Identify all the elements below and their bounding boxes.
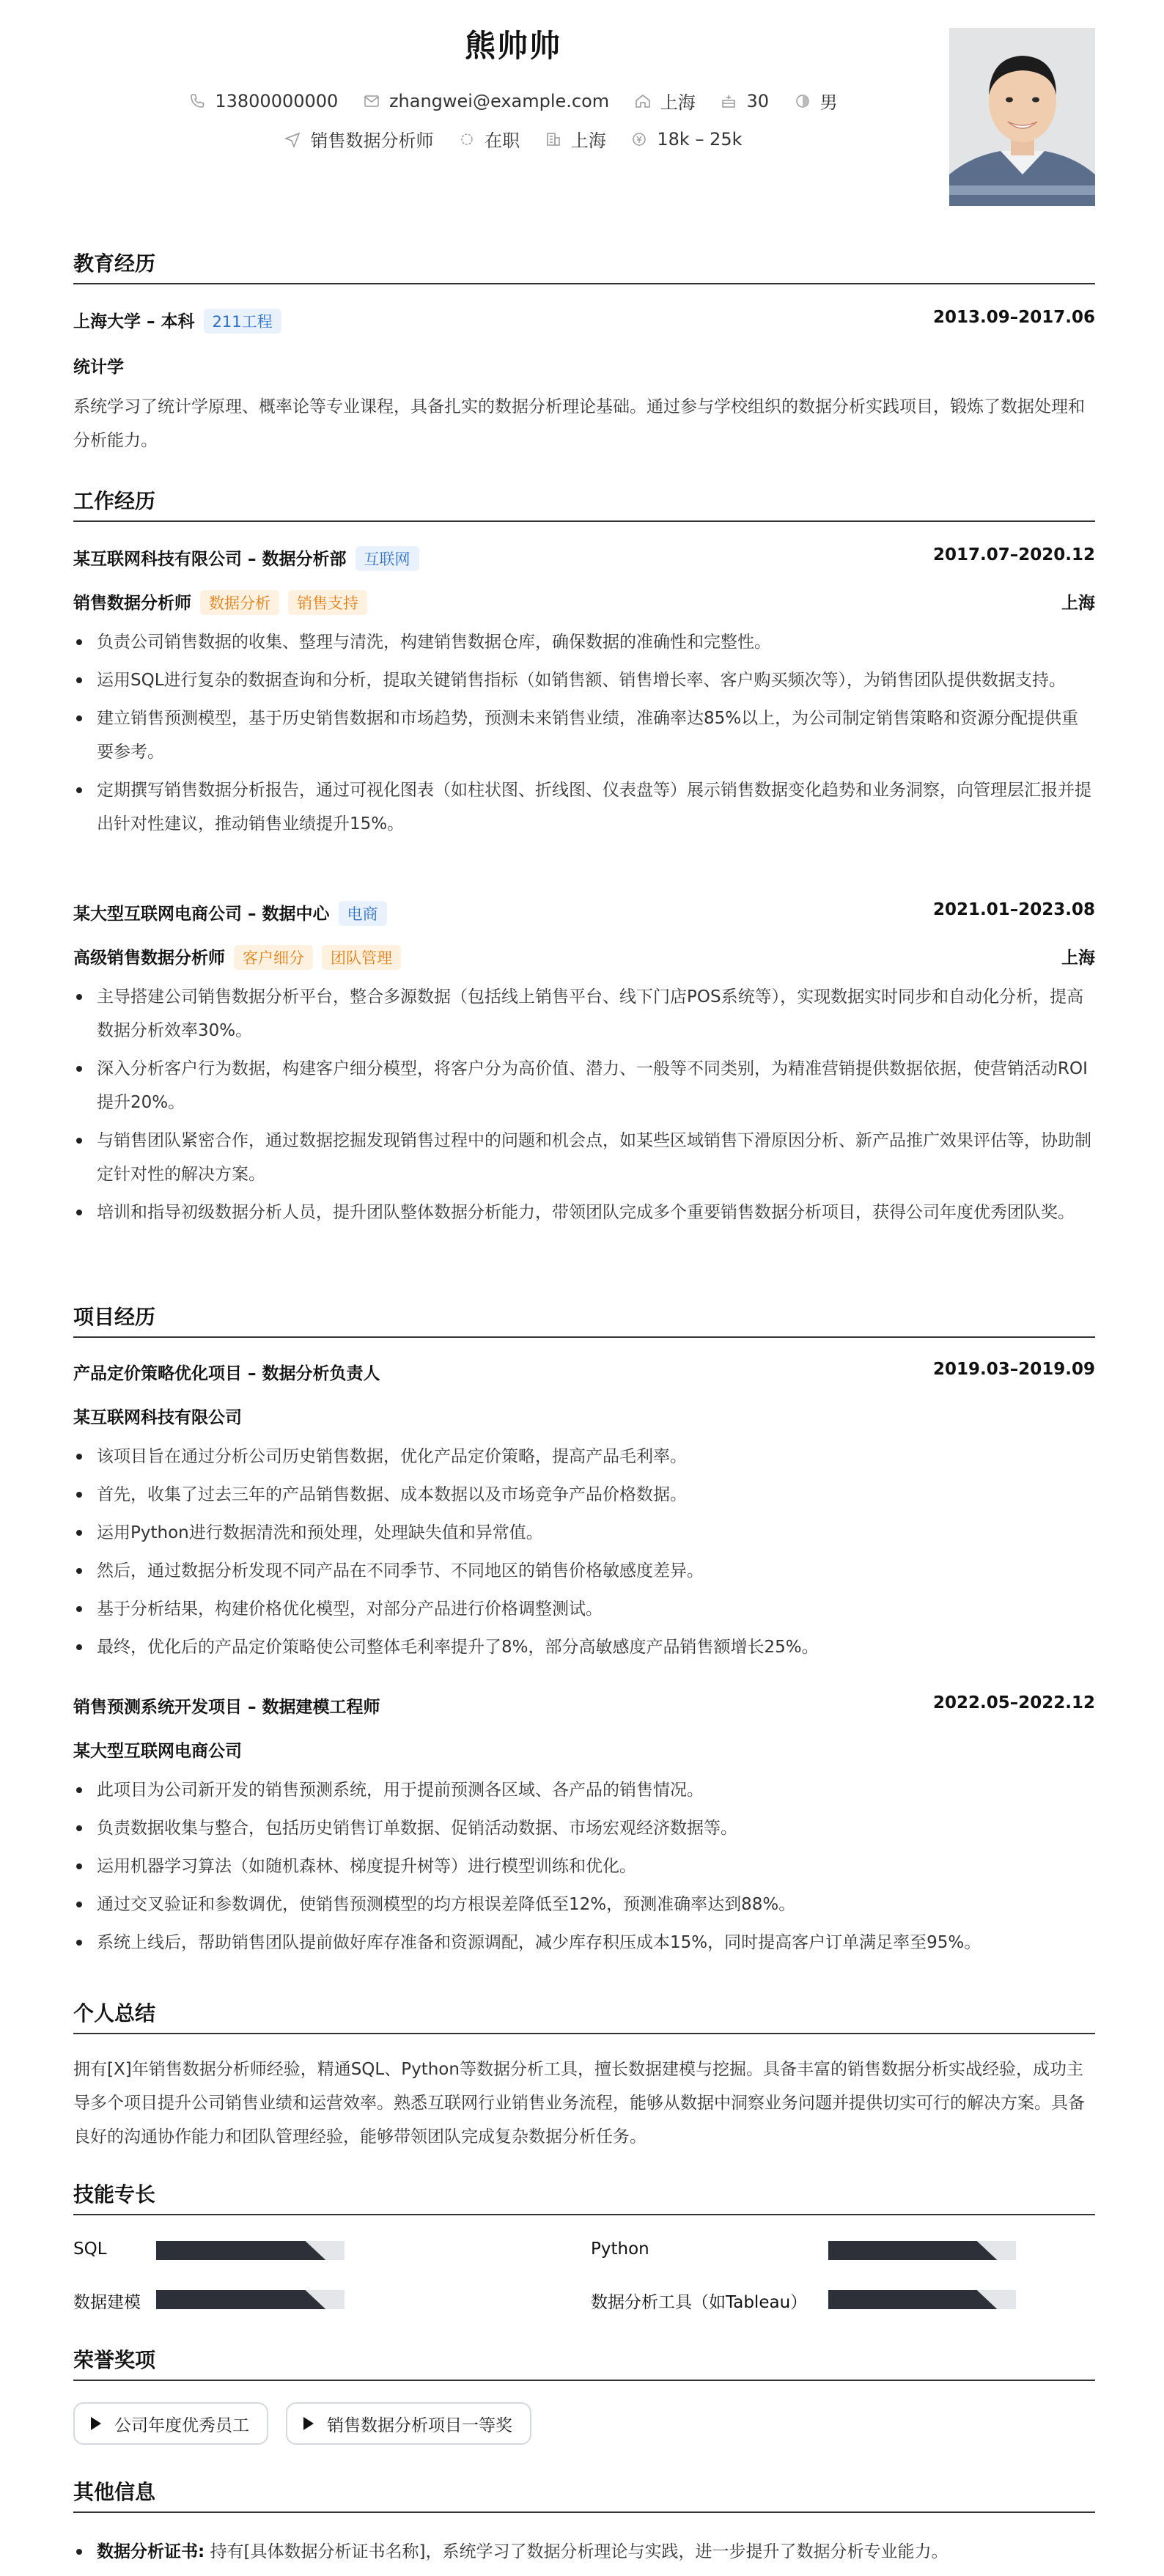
list-item: 系统上线后，帮助销售团队提前做好库存准备和资源调配，减少库存积压成本15%，同时提高客户订单满足率至95%。 [73, 1926, 1095, 1959]
job-intent-row [73, 126, 953, 152]
send-icon [284, 130, 301, 148]
job-2-industry-tag: 电商 [339, 901, 387, 926]
list-item: 运用机器学习算法（如随机森林、梯度提升树等）进行模型训练和优化。 [73, 1850, 1095, 1883]
job-2-tag: 团队管理 [322, 945, 401, 970]
job-1-location: 上海 [1061, 594, 1095, 613]
work-section-title: 工作经历 [73, 485, 1095, 522]
list-item: 运用SQL进行复杂的数据查询和分析，提取关键销售指标（如销售额、销售增长率、客户购买频次等），为销售团队提供数据支持。 [73, 663, 1095, 697]
job-2-header-row [73, 900, 1095, 926]
list-item: 与销售团队紧密合作，通过数据挖掘发现销售过程中的问题和机会点，如某些区域销售下滑原因分析、新产品推广效果评估等，协助制定针对性的解决方案。 [73, 1124, 1095, 1191]
job-1-industry-tag: 互联网 [356, 546, 419, 571]
skill-bar [156, 2241, 345, 2260]
skill-bar-fill [156, 2290, 325, 2309]
skill-bar-fill [156, 2241, 325, 2260]
list-item: 此项目为公司新开发的销售预测系统，用于提前预测各区域、各产品的销售情况。 [73, 1773, 1095, 1807]
status-text: 在职 [485, 130, 520, 151]
cert-text: 持有[具体数据分析证书名称]，系统学习了数据分析理论与实践，进一步提升了数据分析专业能力。 [210, 2542, 948, 2561]
play-icon [303, 2417, 314, 2430]
list-item: 首先，收集了过去三年的产品销售数据、成本数据以及市场竞争产品价格数据。 [73, 1478, 1095, 1512]
list-item: 该项目旨在通过分析公司历史销售数据，优化产品定价策略，提高产品毛利率。 [73, 1440, 1095, 1473]
skill-bar [828, 2241, 1016, 2260]
list-item: 负责公司销售数据的收集、整理与清洗，构建销售数据仓库，确保数据的准确性和完整性。 [73, 625, 1095, 659]
phone-text: 13800000000 [215, 90, 339, 111]
phone-icon [188, 92, 206, 110]
education-header-row [73, 308, 1095, 334]
project-2-bullets [73, 1773, 1095, 1964]
skill-item [591, 2289, 1016, 2311]
job-1-tag: 数据分析 [200, 590, 279, 615]
position-text: 销售数据分析师 [310, 130, 434, 151]
other-section-title: 其他信息 [73, 2476, 1095, 2513]
job-1-role: 销售数据分析师 [73, 594, 191, 613]
list-item: 深入分析客户行为数据，构建客户细分模型，将客户分为高价值、潜力、一般等不同类别，为精准营销提供数据依据，使营销活动ROI提升20%。 [73, 1052, 1095, 1119]
email-text: zhangwei@example.com [388, 90, 610, 111]
list-item: 基于分析结果，构建价格优化模型，对部分产品进行价格调整测试。 [73, 1592, 1095, 1626]
city-text: 上海 [660, 92, 696, 113]
job-1-company: 某互联网科技有限公司 – 数据分析部 [73, 550, 347, 569]
building-icon [545, 130, 562, 148]
list-item: 定期撰写销售数据分析报告，通过可视化图表（如柱状图、折线图、仪表盘等）展示销售数据变化趋势和业务洞察，向管理层汇报并提出针对性建议，推动销售业绩提升15%。 [73, 773, 1095, 841]
list-item: 主导搭建公司销售数据分析平台，整合多源数据（包括线上销售平台、线下门店POS系统等），实现数据实时同步和自动化分析，提高数据分析效率30%。 [73, 980, 1095, 1048]
home-icon [634, 92, 652, 110]
list-item: 然后，通过数据分析发现不同产品在不同季节、不同地区的销售价格敏感度差异。 [73, 1554, 1095, 1588]
job-2-company: 某大型互联网电商公司 – 数据中心 [73, 905, 330, 924]
list-item: 通过交叉验证和参数调优，使销售预测模型的均方根误差降低至12%，预测准确率达到88%。 [73, 1888, 1095, 1921]
list-item: 建立销售预测模型，基于历史销售数据和市场趋势，预测未来销售业绩，准确率达85%以上，为公司制定销售策略和资源分配提供重要参考。 [73, 702, 1095, 769]
salary-icon [630, 130, 648, 148]
skill-name: Python [591, 2240, 649, 2259]
job-2-bullets [73, 980, 1095, 1234]
skill-bar [828, 2290, 1016, 2309]
education-date: 2013.09–2017.06 [932, 308, 1095, 327]
cert-label: 数据分析证书: [97, 2542, 205, 2561]
skill-bar-fill [828, 2290, 997, 2309]
project-1-name: 产品定价策略优化项目 – 数据分析负责人 [73, 1364, 380, 1383]
job-1-header-row [73, 545, 1095, 571]
list-item: 最终，优化后的产品定价策略使公司整体毛利率提升了8%，部分高敏感度产品销售额增长25%。 [73, 1630, 1095, 1664]
project-1-header-row [73, 1360, 1095, 1384]
job-2-tag: 客户细分 [234, 945, 313, 970]
project-1-bullets [73, 1440, 1095, 1668]
skill-item [591, 2240, 1016, 2262]
status-icon [458, 130, 476, 148]
other-bullets [73, 2535, 1095, 2573]
job-2-location: 上海 [1061, 949, 1095, 968]
skill-name: 数据分析工具（如Tableau） [591, 2293, 808, 2312]
profile-photo [949, 28, 1095, 206]
salary-text: 18k – 25k [657, 128, 743, 150]
candidate-name: 熊帅帅 [464, 28, 561, 64]
project-1-company: 某互联网科技有限公司 [73, 1408, 242, 1427]
project-2-name: 销售预测系统开发项目 – 数据建模工程师 [73, 1698, 380, 1717]
skill-name: SQL [73, 2240, 107, 2259]
play-icon [91, 2417, 101, 2430]
projects-section-title: 项目经历 [73, 1301, 1095, 1338]
project-1-date: 2019.03–2019.09 [932, 1360, 1095, 1379]
project-2-header-row [73, 1693, 1095, 1718]
job-1-bullets [73, 625, 1095, 845]
skill-item [73, 2289, 345, 2311]
target-city-text: 上海 [570, 130, 606, 151]
list-item [73, 2535, 1095, 2569]
age-text: 30 [746, 90, 769, 111]
job-2-role-row [73, 944, 1095, 970]
project-2-date: 2022.05–2022.12 [932, 1693, 1095, 1712]
gender-text: 男 [819, 92, 838, 113]
skills-section-title: 技能专长 [73, 2179, 1095, 2215]
contact-row [73, 88, 953, 114]
gender-icon [794, 92, 811, 110]
list-item: 负责数据收集与整合，包括历史销售订单数据、促销活动数据、市场宏观经济数据等。 [73, 1811, 1095, 1845]
project-2-company: 某大型互联网电商公司 [73, 1742, 242, 1761]
list-item: 培训和指导初级数据分析人员，提升团队整体数据分析能力，带领团队完成多个重要销售数据分析项目，获得公司年度优秀团队奖。 [73, 1196, 1095, 1229]
education-section-title: 教育经历 [73, 248, 1095, 284]
honors-section-title: 荣誉奖项 [73, 2344, 1095, 2381]
education-description: 系统学习了统计学原理、概率论等专业课程，具备扎实的数据分析理论基础。通过参与学校组织的数据分析实践项目，锻炼了数据处理和分析能力。 [73, 397, 1085, 450]
job-1-role-row [73, 589, 1095, 615]
list-item: 运用Python进行数据清洗和预处理，处理缺失值和异常值。 [73, 1516, 1095, 1550]
summary-text: 拥有[X]年销售数据分析师经验，精通SQL、Python等数据分析工具，擅长数据建模与挖掘。具备丰富的销售数据分析实战经验，成功主导多个项目提升公司销售业绩和运营效率。熟悉互联网行业销售业务流程，能够从数据中洞察业务问题并提供切实可行的解决方案。具备良好的沟通协作能力和团队管理经验，能够带领团队完成复杂数据分析任务。 [73, 2060, 1085, 2146]
award-badge [73, 2402, 268, 2445]
award-badge [286, 2402, 531, 2445]
job-2-date: 2021.01–2023.08 [932, 900, 1095, 919]
skill-name: 数据建模 [73, 2293, 141, 2312]
school-tag: 211工程 [204, 309, 281, 334]
job-1-date: 2017.07–2020.12 [932, 545, 1095, 564]
job-1-tag: 销售支持 [288, 590, 367, 615]
award-label: 公司年度优秀员工 [114, 2415, 249, 2435]
skill-bar-fill [828, 2241, 997, 2260]
email-icon [363, 92, 380, 110]
major-name: 统计学 [73, 358, 124, 377]
award-label: 销售数据分析项目一等奖 [327, 2415, 512, 2435]
skill-item [73, 2240, 345, 2262]
school-name: 上海大学 – 本科 [73, 312, 195, 331]
job-2-role: 高级销售数据分析师 [73, 949, 225, 968]
summary-section-title: 个人总结 [73, 1998, 1095, 2034]
skill-bar [156, 2290, 345, 2309]
cake-icon [720, 92, 737, 110]
